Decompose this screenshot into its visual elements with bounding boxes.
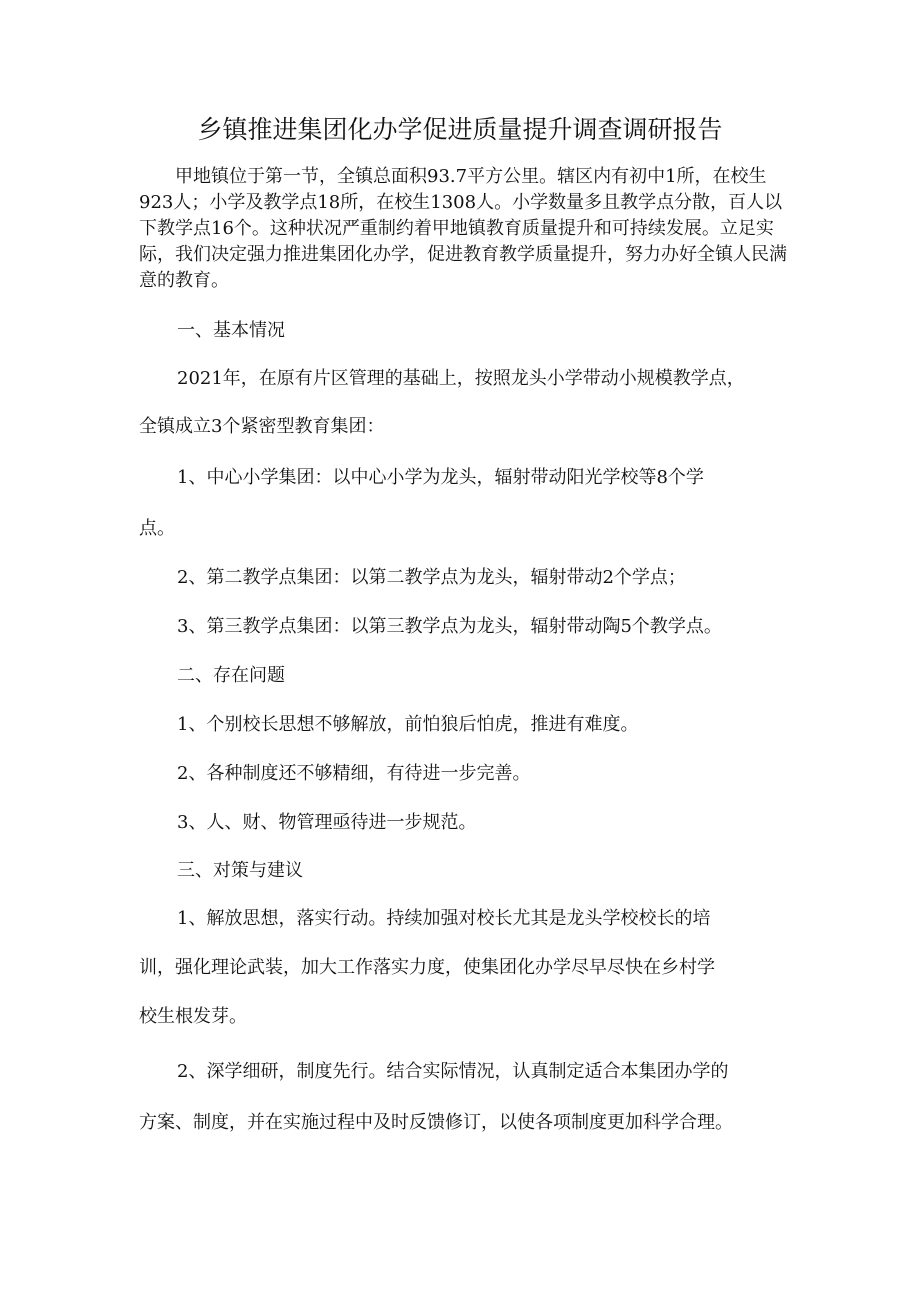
section2-heading: 二、存在问题 xyxy=(177,665,285,686)
section1-item1-line2: 点。 xyxy=(139,518,175,539)
section3-heading: 三、对策与建议 xyxy=(177,860,303,881)
section2-item3: 3、人、财、物管理亟待进一步规范。 xyxy=(177,812,477,833)
section1-item3: 3、第三教学点集团：以第三教学点为龙头，辐射带动陶5个教学点。 xyxy=(177,616,722,637)
section3-item2-line2: 方案、制度，并在实施过程中及时反馈修订，以使各项制度更加科学合理。 xyxy=(139,1112,733,1133)
section2-item2: 2、各种制度还不够精细，有待进一步完善。 xyxy=(177,763,531,784)
document-title: 乡镇推进集团化办学促进质量提升调查调研报告 xyxy=(197,115,723,144)
section1-heading: 一、基本情况 xyxy=(177,320,285,341)
section1-item2: 2、第二教学点集团：以第二教学点为龙头，辐射带动2个学点； xyxy=(177,567,686,588)
section3-item1-line2: 训，强化理论武装，加大工作落实力度，使集团化办学尽早尽快在乡村学 xyxy=(139,957,715,978)
section1-paragraph-line2: 全镇成立3个紧密型教育集团： xyxy=(139,416,385,437)
section1-paragraph-line1: 2021年，在原有片区管理的基础上，按照龙头小学带动小规模教学点， xyxy=(177,368,745,389)
section3-item1-line1: 1、解放思想，落实行动。持续加强对校长尤其是龙头学校校长的培 xyxy=(177,908,711,929)
section3-item2-line1: 2、深学细研，制度先行。结合实际情况，认真制定适合本集团办学的 xyxy=(177,1061,729,1082)
section3-item1-line3: 校生根发芽。 xyxy=(139,1006,247,1027)
section1-item1-line1: 1、中心小学集团：以中心小学为龙头，辐射带动阳光学校等8个学 xyxy=(177,467,704,488)
section2-item1: 1、个别校长思想不够解放，前怕狼后怕虎，推进有难度。 xyxy=(177,714,639,735)
intro-paragraph: 甲地镇位于第一节，全镇总面积93.7平方公里。辖区内有初中1所，在校生923人；小学及教学点18所，在校生1308人。小学数量多且教学点分散，百人以下教学点16个。这种状况严重制约着甲地镇教育质量提升和可持续发展。立足实际，我们决定强力推进集团化办学，促进教育教学质量提升，努力办好全镇人民满意的教育。 xyxy=(139,166,787,291)
